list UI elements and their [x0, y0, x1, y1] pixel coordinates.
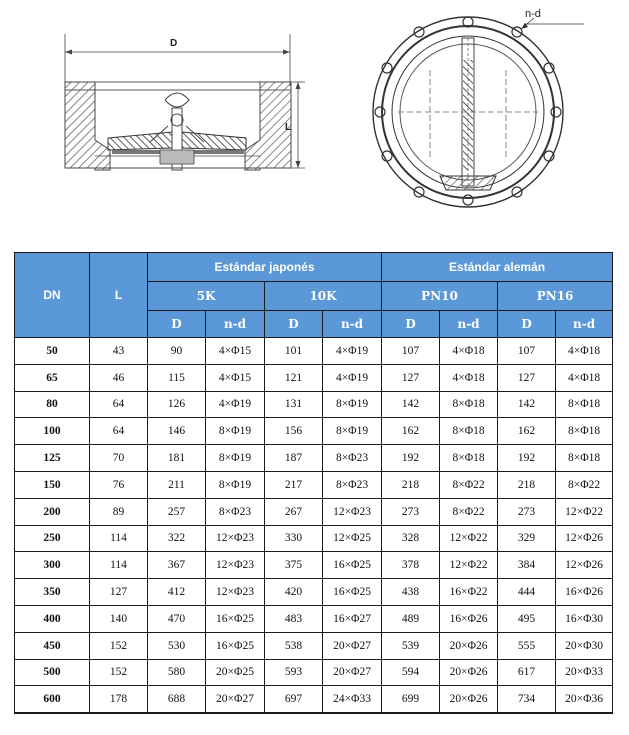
cell-pn16-d: 218: [498, 471, 556, 498]
cell-pn10-d: 127: [382, 364, 440, 391]
cell-5k-nd: 12×Φ23: [206, 552, 265, 579]
header-pn16: PN16: [498, 282, 613, 311]
table-row: [15, 659, 613, 686]
cell-10k-d: 375: [265, 552, 323, 579]
cell-5k-d: 412: [148, 579, 206, 606]
cell-10k-nd: 16×Φ25: [323, 579, 382, 606]
cell-5k-d: 126: [148, 391, 206, 418]
cell-pn10-nd: 8×Φ18: [440, 418, 498, 445]
cell-dn: 100: [15, 418, 90, 445]
cell-pn16-d: 127: [498, 364, 556, 391]
cell-5k-d: 530: [148, 632, 206, 659]
cell-dn: 600: [15, 686, 90, 713]
cell-10k-nd: 8×Φ23: [323, 445, 382, 472]
cell-10k-d: 101: [265, 338, 323, 365]
cell-10k-nd: 16×Φ27: [323, 605, 382, 632]
cell-pn16-d: 734: [498, 686, 556, 713]
cell-dn: 250: [15, 525, 90, 552]
cell-10k-nd: 12×Φ23: [323, 498, 382, 525]
cell-5k-nd: 20×Φ25: [206, 659, 265, 686]
cell-pn16-d: 329: [498, 525, 556, 552]
cell-l: 46: [90, 364, 148, 391]
cell-5k-d: 580: [148, 659, 206, 686]
cell-l: 76: [90, 471, 148, 498]
cell-dn: 80: [15, 391, 90, 418]
cell-5k-nd: 8×Φ19: [206, 445, 265, 472]
cell-dn: 400: [15, 605, 90, 632]
cell-pn10-nd: 16×Φ22: [440, 579, 498, 606]
cell-dn: 125: [15, 445, 90, 472]
cell-5k-nd: 12×Φ23: [206, 579, 265, 606]
table-row: [15, 605, 613, 632]
cell-10k-d: 131: [265, 391, 323, 418]
specification-table: [14, 252, 613, 714]
cell-dn: 500: [15, 659, 90, 686]
cell-dn: 450: [15, 632, 90, 659]
cell-pn10-nd: 8×Φ22: [440, 471, 498, 498]
cell-pn10-d: 438: [382, 579, 440, 606]
cell-l: 64: [90, 418, 148, 445]
cell-pn10-d: 107: [382, 338, 440, 365]
cell-5k-nd: 12×Φ23: [206, 525, 265, 552]
cell-pn16-d: 142: [498, 391, 556, 418]
table-body: [15, 338, 613, 714]
cell-10k-nd: 24×Φ33: [323, 686, 382, 713]
table-row: [15, 686, 613, 713]
dim-label-d: D: [170, 38, 178, 49]
cell-pn10-d: 328: [382, 525, 440, 552]
cell-pn10-nd: 4×Φ18: [440, 338, 498, 365]
cell-10k-d: 267: [265, 498, 323, 525]
table-row: [15, 498, 613, 525]
header-dn: DN: [15, 253, 90, 338]
cell-10k-d: 217: [265, 471, 323, 498]
header-pn10-d: D: [382, 311, 440, 338]
cell-pn10-nd: 20×Φ26: [440, 632, 498, 659]
cell-10k-nd: 16×Φ25: [323, 552, 382, 579]
cell-5k-nd: 4×Φ19: [206, 391, 265, 418]
header-10k-nd: n-d: [323, 311, 382, 338]
cell-5k-d: 322: [148, 525, 206, 552]
cell-pn10-nd: 8×Φ22: [440, 498, 498, 525]
cell-10k-nd: 20×Φ27: [323, 659, 382, 686]
table-row: [15, 471, 613, 498]
cell-pn16-nd: 8×Φ18: [556, 418, 613, 445]
cell-l: 114: [90, 552, 148, 579]
cell-5k-d: 211: [148, 471, 206, 498]
cell-pn16-d: 107: [498, 338, 556, 365]
cell-dn: 350: [15, 579, 90, 606]
dim-label-l: L: [285, 122, 292, 133]
cell-5k-d: 115: [148, 364, 206, 391]
cell-l: 127: [90, 579, 148, 606]
cell-10k-nd: 4×Φ19: [323, 364, 382, 391]
cell-10k-d: 538: [265, 632, 323, 659]
cell-pn10-d: 489: [382, 605, 440, 632]
cell-pn16-d: 444: [498, 579, 556, 606]
cell-pn10-d: 378: [382, 552, 440, 579]
cell-pn16-d: 273: [498, 498, 556, 525]
cell-10k-d: 121: [265, 364, 323, 391]
cell-pn16-nd: 20×Φ30: [556, 632, 613, 659]
header-pn10: PN10: [382, 282, 498, 311]
cell-pn10-nd: 16×Φ26: [440, 605, 498, 632]
dim-label-nd: n-d: [525, 8, 541, 20]
cell-pn10-d: 192: [382, 445, 440, 472]
cell-10k-nd: 4×Φ19: [323, 338, 382, 365]
table-row: [15, 552, 613, 579]
cell-pn16-nd: 12×Φ26: [556, 552, 613, 579]
cell-pn16-nd: 12×Φ22: [556, 498, 613, 525]
header-pn10-nd: n-d: [440, 311, 498, 338]
cell-10k-d: 156: [265, 418, 323, 445]
drawing-svg: [0, 0, 629, 245]
cell-pn10-d: 699: [382, 686, 440, 713]
cell-pn16-nd: 20×Φ36: [556, 686, 613, 713]
cell-l: 114: [90, 525, 148, 552]
table-row: [15, 525, 613, 552]
cell-l: 140: [90, 605, 148, 632]
header-5k-nd: n-d: [206, 311, 265, 338]
cell-5k-d: 181: [148, 445, 206, 472]
cell-5k-nd: 4×Φ15: [206, 338, 265, 365]
cell-5k-nd: 16×Φ25: [206, 632, 265, 659]
cell-pn16-d: 192: [498, 445, 556, 472]
header-japanese-standard: Estándar japonés: [148, 253, 382, 282]
cell-pn16-nd: 4×Φ18: [556, 364, 613, 391]
header-10k-d: D: [265, 311, 323, 338]
cell-pn16-nd: 12×Φ26: [556, 525, 613, 552]
cell-pn10-d: 273: [382, 498, 440, 525]
cell-10k-nd: 8×Φ19: [323, 391, 382, 418]
cell-pn10-nd: 4×Φ18: [440, 364, 498, 391]
cell-pn10-d: 218: [382, 471, 440, 498]
cell-l: 89: [90, 498, 148, 525]
cell-5k-d: 90: [148, 338, 206, 365]
cell-l: 43: [90, 338, 148, 365]
cell-pn16-nd: 16×Φ26: [556, 579, 613, 606]
cell-pn10-d: 142: [382, 391, 440, 418]
cell-pn10-nd: 20×Φ26: [440, 659, 498, 686]
cell-10k-d: 697: [265, 686, 323, 713]
side-section-view: [65, 34, 305, 170]
cell-10k-nd: 8×Φ23: [323, 471, 382, 498]
header-german-standard: Estándar alemán: [382, 253, 613, 282]
cell-10k-d: 187: [265, 445, 323, 472]
table-row: [15, 632, 613, 659]
front-view: [373, 8, 584, 207]
table-row: [15, 445, 613, 472]
table-row: [15, 338, 613, 365]
cell-pn16-nd: 16×Φ30: [556, 605, 613, 632]
header-l: L: [90, 253, 148, 338]
cell-10k-d: 483: [265, 605, 323, 632]
cell-10k-d: 330: [265, 525, 323, 552]
cell-5k-nd: 8×Φ19: [206, 418, 265, 445]
table-row: [15, 418, 613, 445]
table-row: [15, 391, 613, 418]
cell-pn10-nd: 20×Φ26: [440, 686, 498, 713]
cell-pn16-nd: 4×Φ18: [556, 338, 613, 365]
cell-5k-nd: 8×Φ23: [206, 498, 265, 525]
cell-10k-d: 593: [265, 659, 323, 686]
cell-l: 70: [90, 445, 148, 472]
cell-pn16-nd: 8×Φ18: [556, 391, 613, 418]
cell-pn10-d: 162: [382, 418, 440, 445]
table-row: [15, 364, 613, 391]
cell-5k-d: 688: [148, 686, 206, 713]
cell-dn: 200: [15, 498, 90, 525]
table-row: [15, 579, 613, 606]
header-5k: 5K: [148, 282, 265, 311]
header-pn16-d: D: [498, 311, 556, 338]
cell-pn16-d: 384: [498, 552, 556, 579]
cell-pn10-nd: 12×Φ22: [440, 525, 498, 552]
cell-10k-nd: 12×Φ25: [323, 525, 382, 552]
header-5k-d: D: [148, 311, 206, 338]
cell-dn: 50: [15, 338, 90, 365]
cell-l: 64: [90, 391, 148, 418]
cell-pn10-nd: 8×Φ18: [440, 445, 498, 472]
cell-pn16-nd: 8×Φ18: [556, 445, 613, 472]
header-10k: 10K: [265, 282, 382, 311]
cell-dn: 65: [15, 364, 90, 391]
cell-dn: 300: [15, 552, 90, 579]
cell-5k-nd: 4×Φ15: [206, 364, 265, 391]
cell-pn10-nd: 12×Φ22: [440, 552, 498, 579]
cell-pn16-d: 617: [498, 659, 556, 686]
cell-5k-nd: 16×Φ25: [206, 605, 265, 632]
technical-drawing: [0, 0, 629, 245]
cell-l: 152: [90, 632, 148, 659]
cell-pn16-d: 162: [498, 418, 556, 445]
cell-5k-d: 257: [148, 498, 206, 525]
cell-5k-d: 146: [148, 418, 206, 445]
header-pn16-nd: n-d: [556, 311, 613, 338]
cell-pn10-nd: 8×Φ18: [440, 391, 498, 418]
cell-10k-nd: 20×Φ27: [323, 632, 382, 659]
cell-5k-nd: 20×Φ27: [206, 686, 265, 713]
cell-5k-d: 367: [148, 552, 206, 579]
cell-pn16-nd: 20×Φ33: [556, 659, 613, 686]
cell-l: 152: [90, 659, 148, 686]
cell-dn: 150: [15, 471, 90, 498]
cell-l: 178: [90, 686, 148, 713]
cell-pn16-nd: 8×Φ22: [556, 471, 613, 498]
cell-pn16-d: 495: [498, 605, 556, 632]
cell-pn10-d: 594: [382, 659, 440, 686]
cell-5k-d: 470: [148, 605, 206, 632]
cell-10k-nd: 8×Φ19: [323, 418, 382, 445]
cell-pn10-d: 539: [382, 632, 440, 659]
cell-10k-d: 420: [265, 579, 323, 606]
cell-pn16-d: 555: [498, 632, 556, 659]
cell-5k-nd: 8×Φ19: [206, 471, 265, 498]
